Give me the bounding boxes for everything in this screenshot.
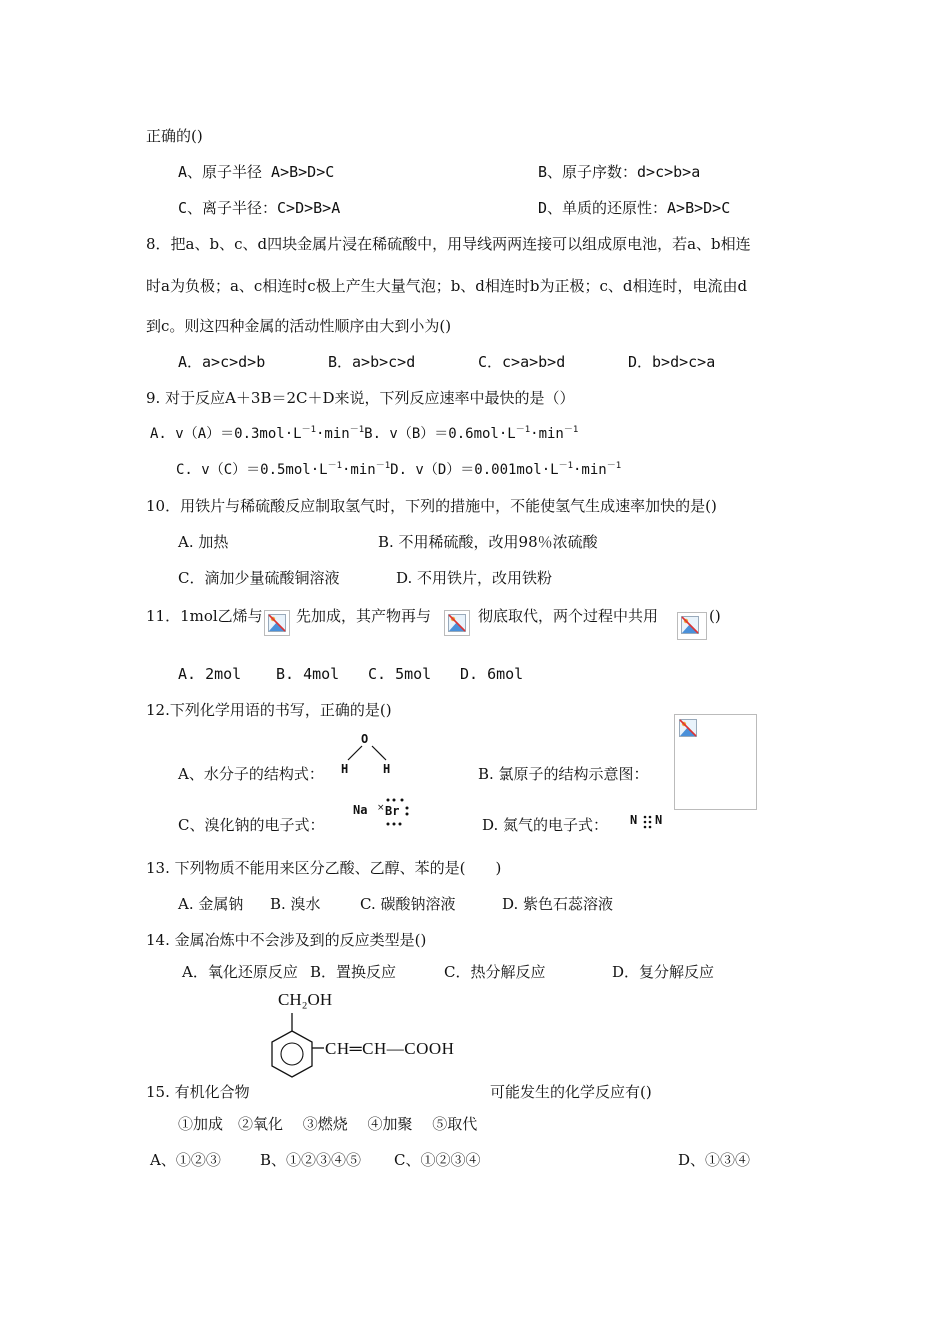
nabr-br: Br (385, 804, 400, 818)
q12-option-d: D. 氮气的电子式： (482, 816, 609, 834)
q11-option-a: A. 2mol (178, 665, 242, 683)
q9-b-sup1: －1 (515, 425, 531, 435)
broken-image-icon (677, 612, 707, 640)
q9-c-sup1: －1 (327, 461, 342, 471)
chlorine-diagram-frame (674, 714, 757, 810)
q15-option-d: D、①③④ (678, 1151, 751, 1169)
q9-c-sup2: －1 (375, 461, 391, 471)
q14-stem: 14. 金属冶炼中不会涉及到的反应类型是() (146, 931, 427, 949)
svg-text:×: × (377, 803, 385, 813)
q12-option-b: B. 氯原子的结构示意图： (478, 765, 649, 783)
q7-option-b: B、原子序数：d>c>b>a (538, 163, 701, 181)
q7-option-a: A、原子半径 A>B>D>C (178, 163, 335, 181)
q15-stem-part2: 可能发生的化学反应有() (490, 1083, 652, 1101)
q15-option-a: A、①②③ (150, 1151, 221, 1169)
q12-option-c: C、溴化钠的电子式： (178, 816, 325, 834)
q9-a-text2: ·min (316, 426, 350, 442)
broken-image-icon (676, 716, 698, 738)
broken-image-icon (264, 610, 290, 636)
q14-option-c: C．热分解反应 (444, 963, 546, 981)
q10-stem: 10．用铁片与稀硫酸反应制取氢气时，下列的措施中，不能使氢气生成速率加快的是() (146, 497, 717, 515)
q13-option-d: D. 紫色石蕊溶液 (502, 895, 614, 913)
q13-stem: 13. 下列物质不能用来区分乙酸、乙醇、苯的是( ) (146, 859, 502, 877)
n2-right: N (655, 813, 663, 827)
q14-option-b: B．置换反应 (310, 963, 397, 981)
water-h1: H (341, 762, 349, 776)
q11-option-b: B. 4mol (276, 665, 340, 683)
q7-option-c: C、离子半径：C>D>B>A (178, 199, 341, 217)
n2-electron-formula (630, 812, 670, 832)
q14-option-a: A．氧化还原反应 (182, 963, 298, 981)
q8-option-b: B．a>b>c>d (328, 353, 416, 371)
broken-image-icon (444, 610, 470, 636)
q8-line1: 8．把a、b、c、d四块金属片浸在稀硫酸中，用导线两两连接可以组成原电池，若a、b相连 (146, 235, 751, 253)
q15-reaction-list: ①加成 ②氧化 ③燃烧 ④加聚 ⑤取代 (178, 1115, 478, 1133)
ch2oh-label: CH₂OH (278, 990, 333, 1009)
q8-option-a: A．a>c>d>b (178, 353, 266, 371)
q9-d-sup1: －1 (558, 461, 573, 471)
q9-d-text2: ·min (573, 462, 607, 478)
q15-stem-part1: 15. 有机化合物 (146, 1083, 250, 1101)
q11-option-d: D. 6mol (460, 665, 524, 683)
q10-option-a: A. 加热 (178, 533, 229, 551)
q11-stem-part4: () (709, 607, 721, 625)
q11-stem-part2: 先加成，其产物再与 (296, 607, 432, 625)
q11-stem-part1: 11．1mol乙烯与 (146, 607, 263, 625)
q12-option-a: A、水分子的结构式： (178, 765, 324, 783)
n2-left: N (630, 813, 638, 827)
q13-option-c: C. 碳酸钠溶液 (360, 895, 456, 913)
cinnamyl-structure (262, 986, 492, 1096)
nabr-electron-formula (352, 796, 414, 828)
q9-a-sup1: －1 (301, 425, 316, 435)
q15-option-b: B、①②③④⑤ (260, 1151, 362, 1169)
q12-stem: 12.下列化学用语的书写，正确的是() (146, 701, 392, 719)
nabr-na: Na (353, 803, 368, 817)
q9-c-text: C. v（C）＝0.5mol·L (176, 462, 328, 478)
q9-c-text2: ·min (342, 462, 376, 478)
q8-line2: 时a为负极；a、c相连时c极上产生大量气泡；b、d相连时b为正极；c、d相连时，电流由d (146, 277, 748, 295)
q7-option-d: D、单质的还原性：A>B>D>C (538, 199, 731, 217)
q9-b-text: B. v（B）＝0.6mol·L (364, 426, 516, 442)
q8-line3: 到c。则这四种金属的活动性顺序由大到小为() (146, 317, 452, 335)
q8-option-d: D．b>d>c>a (628, 353, 716, 371)
q9-b-sup2: －1 (563, 425, 579, 435)
q13-option-b: B. 溴水 (270, 895, 321, 913)
q10-option-d: D. 不用铁片，改用铁粉 (396, 569, 553, 587)
q9-a-sup2: －1 (349, 425, 365, 435)
q15-option-c: C、①②③④ (394, 1151, 481, 1169)
water-structure (338, 732, 398, 780)
q9-options-cd (176, 460, 621, 480)
q11-option-c: C. 5mol (368, 665, 432, 683)
q9-d-text: D. v（D）＝0.001mol·L (390, 462, 559, 478)
q9-stem: 9. 对于反应A＋3B＝2C＋D来说，下列反应速率中最快的是（） (146, 389, 575, 407)
q13-option-a: A. 金属钠 (178, 895, 244, 913)
q11-stem-part3: 彻底取代，两个过程中共用 (478, 607, 659, 625)
q9-a-text: A. v（A）＝0.3mol·L (150, 426, 302, 442)
q9-b-text2: ·min (530, 426, 564, 442)
q14-option-d: D．复分解反应 (612, 963, 715, 981)
q7-stem-tail: 正确的() (146, 127, 203, 145)
q9-d-sup2: －1 (606, 461, 622, 471)
water-o: O (361, 732, 369, 746)
q8-option-c: C．c>a>b>d (478, 353, 566, 371)
q9-options-ab (150, 424, 578, 444)
q10-option-c: C．滴加少量硫酸铜溶液 (178, 569, 340, 587)
water-h2: H (383, 762, 391, 776)
q10-option-b: B. 不用稀硫酸，改用98％浓硫酸 (378, 533, 598, 551)
side-chain-label: CH═CH—COOH (325, 1039, 455, 1058)
